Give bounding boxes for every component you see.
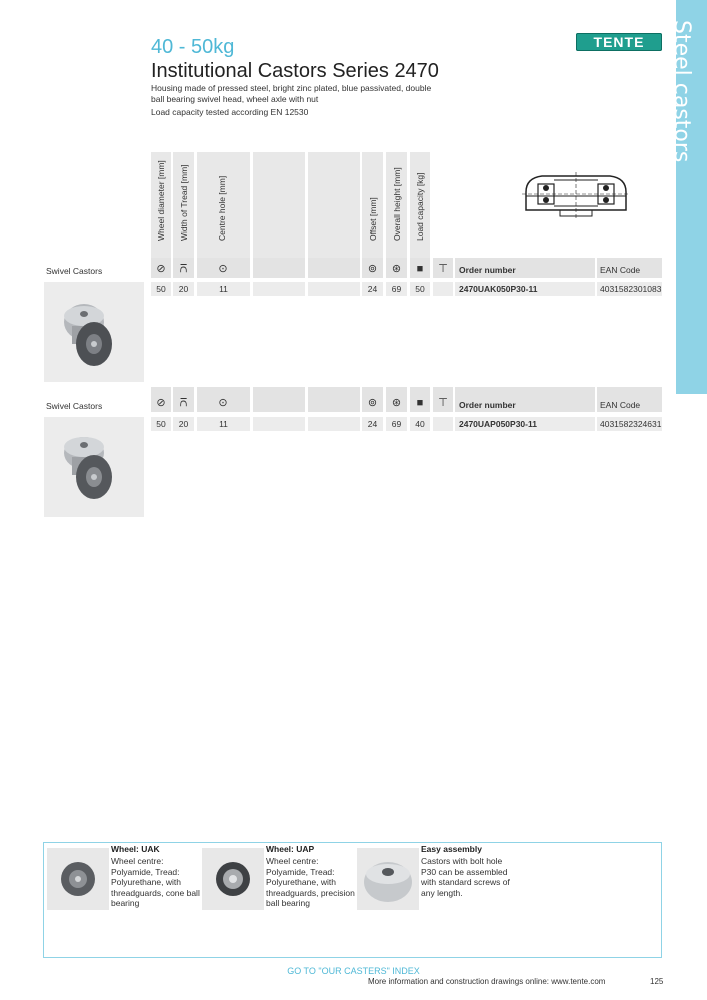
easy-assembly-image: [357, 848, 419, 910]
order-number-header: Order number: [459, 400, 516, 410]
icon-cell: [197, 387, 250, 412]
icon-cell: [433, 258, 453, 278]
icon-cell: [410, 258, 430, 278]
load-range: 40 - 50kg: [151, 36, 235, 58]
column-label: Centre hole [mm]: [217, 175, 227, 241]
category-label: Swivel Castors: [46, 266, 103, 276]
section-tab-label: Steel castors: [669, 20, 694, 163]
empty-value: [253, 282, 305, 296]
tente-logo[interactable]: TENTE: [576, 33, 662, 51]
column-label: Offset [mm]: [367, 197, 378, 241]
page-title: Institutional Castors Series 2470: [151, 60, 439, 82]
ean-code-value: 4031582324631: [597, 417, 662, 431]
bolt-hole-mount-icon: ⊤: [438, 397, 448, 409]
order-header-cell: [455, 258, 595, 278]
offset-icon: ⊚: [367, 263, 378, 275]
order-number-header: Order number: [459, 265, 516, 275]
wheel-diameter-value: 50: [151, 282, 171, 296]
overall-height-icon: ⊛: [391, 263, 402, 275]
column-header-empty-2: [308, 152, 360, 271]
overall-height-value: 69: [386, 417, 407, 431]
icon-cell: [173, 387, 194, 412]
category-label: Swivel Castors: [46, 401, 103, 411]
icon-cell: [197, 258, 250, 278]
features-box: [43, 842, 662, 958]
column-header-wheel-diameter: [151, 152, 171, 271]
weight-icon: ■: [416, 263, 424, 275]
empty-value: [433, 417, 453, 431]
castor-photo-1: [44, 282, 144, 382]
castor-photo-2: [44, 417, 144, 517]
icon-cell: [173, 258, 194, 278]
ean-header-cell: [597, 387, 662, 412]
castor-image: [44, 417, 144, 517]
offset-value: 24: [362, 282, 383, 296]
section-tab[interactable]: [669, 0, 707, 394]
feature-title: Wheel: UAK: [111, 844, 160, 854]
icon-cell: [433, 387, 453, 412]
icon-cell: [151, 258, 171, 278]
icon-cell: [410, 387, 430, 412]
width-tread-value: 20: [173, 282, 194, 296]
offset-value: 24: [362, 417, 383, 431]
column-label: Width of Tread [mm]: [178, 164, 189, 241]
column-label: Wheel diameter [mm]: [156, 160, 166, 241]
feature-text: Castors with bolt hole P30 can be assembled with standard screws of any length.: [421, 856, 510, 898]
wheel-uak-photo: [47, 848, 109, 910]
wheel-diameter-value: 50: [151, 417, 171, 431]
icon-cell: [362, 258, 383, 278]
castor-technical-drawing: [520, 170, 632, 220]
wheel-uap-photo: [202, 848, 264, 910]
casters-index-link[interactable]: GO TO "OUR CASTERS" INDEX: [287, 966, 420, 976]
load-capacity-value: 50: [410, 282, 430, 296]
column-header-overall-height: [386, 152, 407, 271]
tread-width-icon: ⩃: [179, 397, 188, 409]
bolt-hole-mount-icon: ⊤: [438, 263, 448, 275]
empty-value: [253, 417, 305, 431]
centre-hole-value: 11: [197, 282, 250, 296]
icon-cell: [308, 387, 360, 412]
wheel-uap-image: [202, 848, 264, 910]
order-number-link[interactable]: 2470UAP050P30-11: [455, 417, 595, 431]
centre-hole-icon: ⊙: [218, 263, 228, 275]
icon-cell: [151, 387, 171, 412]
load-capacity-value: 40: [410, 417, 430, 431]
tread-width-icon: ⩃: [179, 263, 188, 275]
feature-title: Easy assembly: [421, 844, 482, 854]
order-header-cell: [455, 387, 595, 412]
icon-cell: [386, 387, 407, 412]
overall-height-icon: ⊛: [391, 397, 402, 409]
empty-value: [308, 417, 360, 431]
column-label: Load capacity [kg]: [415, 172, 425, 241]
wheel-uak-image: [47, 848, 109, 910]
offset-icon: ⊚: [367, 397, 378, 409]
centre-hole-icon: ⊙: [218, 397, 228, 409]
bolt-hole-photo: [357, 848, 419, 910]
empty-value: [433, 282, 453, 296]
column-header-load-capacity: [410, 152, 430, 271]
wheel-diameter-icon: ⊘: [156, 263, 166, 275]
column-label: Overall height [mm]: [391, 167, 402, 241]
feature-title: Wheel: UAP: [266, 844, 315, 854]
column-header-centre-hole: [197, 152, 250, 271]
width-tread-value: 20: [173, 417, 194, 431]
centre-hole-value: 11: [197, 417, 250, 431]
icon-cell: [386, 258, 407, 278]
wheel-diameter-icon: ⊘: [156, 397, 166, 409]
ean-code-value: 4031582301083: [597, 282, 662, 296]
column-header-offset: [362, 152, 383, 271]
order-number-link[interactable]: 2470UAK050P30-11: [455, 282, 595, 296]
ean-code-header: EAN Code: [600, 265, 641, 275]
weight-icon: ■: [416, 397, 424, 409]
icon-cell: [308, 258, 360, 278]
icon-cell: [253, 258, 305, 278]
overall-height-value: 69: [386, 282, 407, 296]
page-number: 125: [650, 977, 664, 986]
icon-cell: [253, 387, 305, 412]
column-header-width-tread: [173, 152, 194, 271]
load-test-note: Load capacity tested according EN 12530: [151, 107, 309, 117]
product-description: Housing made of pressed steel, bright zinc plated, blue passivated, double ball bearing swivel head, wheel axle with nut: [151, 83, 432, 104]
column-header-empty-1: [253, 152, 305, 271]
icon-cell: [362, 387, 383, 412]
ean-code-header: EAN Code: [600, 400, 641, 410]
feature-text: Wheel centre: Polyamide, Tread: Polyurethane, with threadguards, cone ball bearing: [111, 856, 200, 908]
castor-image: [44, 282, 144, 382]
empty-value: [308, 282, 360, 296]
ean-header-cell: [597, 258, 662, 278]
feature-text: Wheel centre: Polyamide, Tread: Polyurethane, with threadguards, precision ball bearing: [266, 856, 355, 908]
more-info-text: More information and construction drawings online: www.tente.com: [368, 977, 606, 986]
